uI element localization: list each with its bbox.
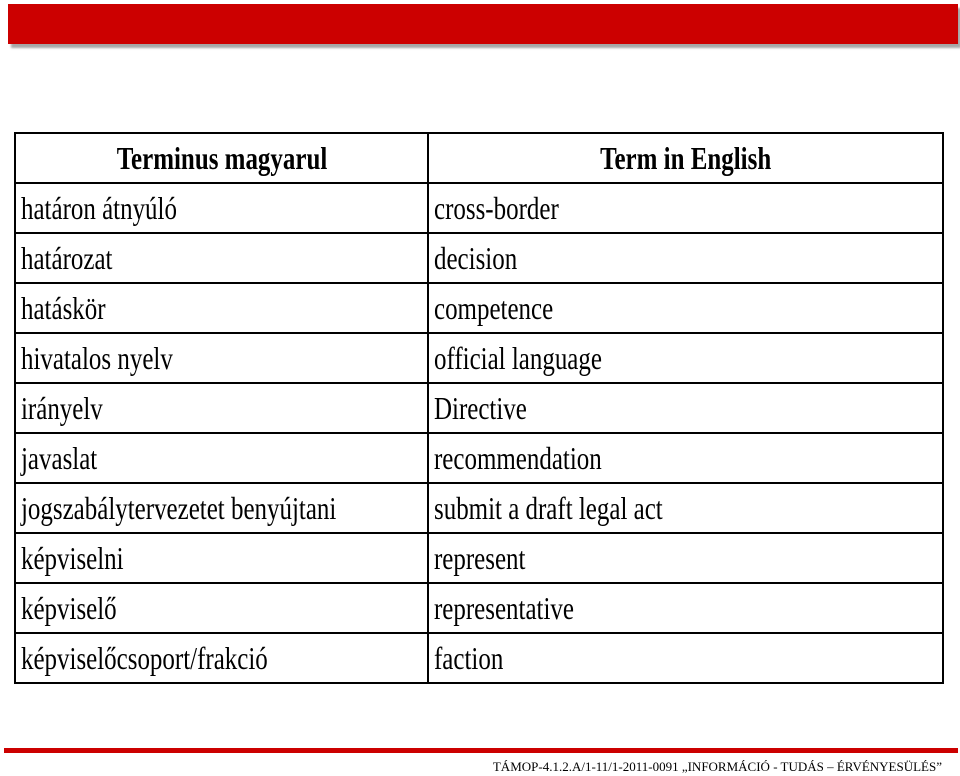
term-english: faction [428, 633, 943, 683]
table-row [15, 433, 943, 483]
term-hungarian: határozat [15, 233, 428, 283]
header-english [428, 133, 943, 183]
footer-bar [4, 748, 958, 753]
term-hungarian: hivatalos nyelv [15, 333, 428, 383]
term-hungarian: képviselő [15, 583, 428, 633]
term-hungarian: javaslat [15, 433, 428, 483]
term-english: decision [428, 233, 943, 283]
table-row [15, 333, 943, 383]
term-hungarian: irányelv [15, 383, 428, 433]
top-banner [8, 4, 958, 44]
term-english: cross-border [428, 183, 943, 233]
header-hungarian [15, 133, 428, 183]
term-english: official language [428, 333, 943, 383]
header-english-label: Term in English [599, 140, 772, 176]
term-english: submit a draft legal act [428, 483, 943, 533]
table-row [15, 233, 943, 283]
footer-project-text: TÁMOP-4.1.2.A/1-11/1-2011-0091 „INFORMÁCIÓ - TUDÁS – ÉRVÉNYESÜLÉS” [492, 759, 942, 774]
table-row [15, 383, 943, 433]
term-english: represent [428, 533, 943, 583]
term-hungarian: hatáskör [15, 283, 428, 333]
term-hungarian: képviselőcsoport/frakció [15, 633, 428, 683]
table-row [15, 583, 943, 633]
term-english: representative [428, 583, 943, 633]
table-row [15, 533, 943, 583]
table-row [15, 483, 943, 533]
term-hungarian: képviselni [15, 533, 428, 583]
term-hungarian: határon átnyúló [15, 183, 428, 233]
term-hungarian: jogszabálytervezetet benyújtani [15, 483, 428, 533]
table-row [15, 633, 943, 683]
table-header-row [15, 133, 943, 183]
glossary-table [14, 132, 944, 684]
term-english: recommendation [428, 433, 943, 483]
table-row [15, 283, 943, 333]
term-english: competence [428, 283, 943, 333]
header-hungarian-label: Terminus magyarul [116, 140, 327, 176]
term-english: Directive [428, 383, 943, 433]
table-row [15, 183, 943, 233]
